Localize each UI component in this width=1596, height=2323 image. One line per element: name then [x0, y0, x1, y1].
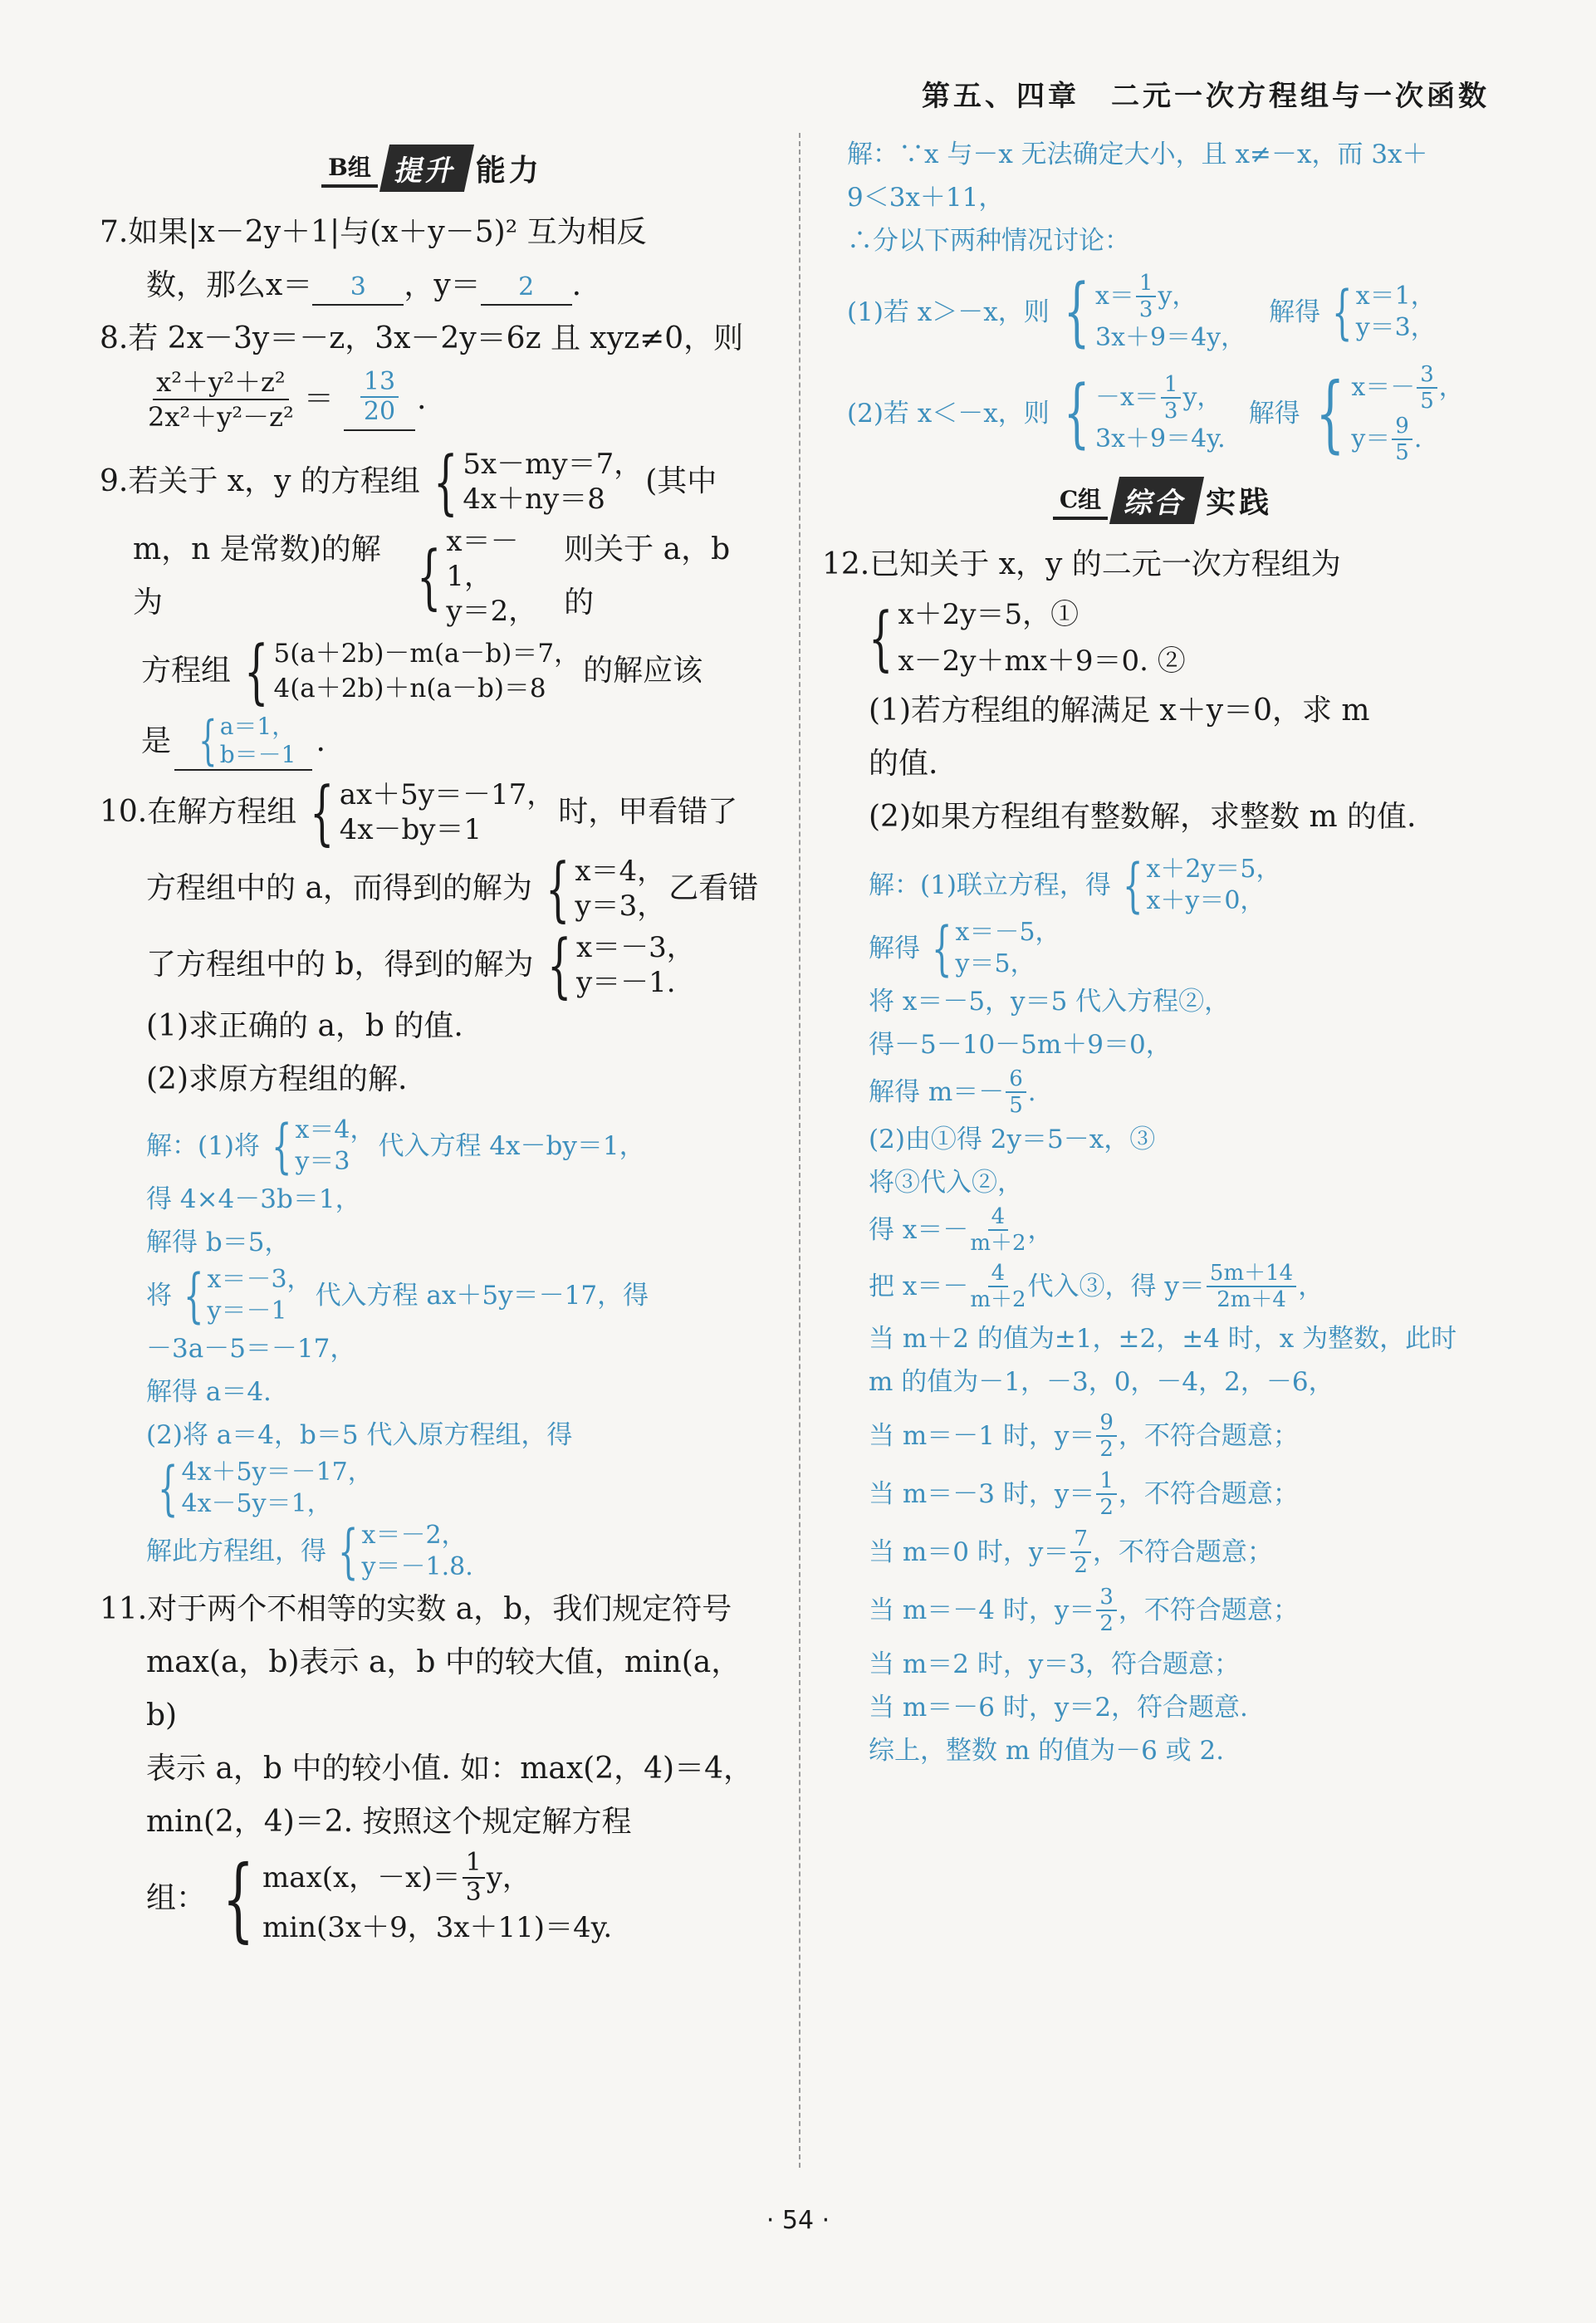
sol11-c2r2d: 5 [1395, 440, 1409, 465]
q12-system: { x＋2y＝5，① x－2y＋mx＋9＝0. ② [859, 591, 1186, 684]
sol11-c2r1a: x＝－ [1351, 373, 1416, 402]
q8-num: 8. [100, 321, 129, 355]
sol10-l2: 得 4×4－3b＝1， [146, 1184, 361, 1214]
sol10-l9a: 解此方程组，得 [146, 1536, 326, 1566]
sol12-l9n2: 5m＋14 [1207, 1261, 1296, 1287]
q11-l3: 表示 a，b 中的较小值. 如：max(2，4)＝4， [146, 1752, 753, 1786]
q9-answer: { a＝1， b＝－1 [174, 713, 312, 771]
sol10-l5: －3a－5＝－17， [146, 1334, 356, 1364]
q8-end: . [417, 382, 427, 416]
sol10-sys2-l2: y＝－1 [207, 1296, 287, 1326]
page-number: · 54 · [766, 2206, 830, 2235]
q9-sol1-line2: y＝2， [446, 595, 537, 628]
sol11-c1s2: 3x＋9＝4y， [1095, 323, 1246, 352]
q11-l1: 对于两个不相等的实数 a，b，我们规定符号 [147, 1592, 732, 1626]
q11-s1a: max(x，－x)＝ [262, 1861, 461, 1894]
q12-num: 12. [822, 547, 870, 581]
q9-text1b: (其中 [645, 464, 717, 498]
q8-ans-num: 13 [360, 368, 399, 398]
q9-text3b: 的解应该 [583, 654, 703, 688]
sol12-c1d: 2 [1099, 1437, 1114, 1462]
q7-text2b: ，y＝ [404, 268, 481, 302]
q8-text1: 若 2x－3y＝－z，3x－2y＝6z 且 xyz≠0，则 [128, 321, 744, 355]
q10-text2b: 乙看错 [668, 871, 759, 905]
sol10-sys1: { x＝4， y＝3 [271, 1112, 375, 1180]
q9-system1: { 5x－my＝7， 4x＋ny＝8 [433, 441, 643, 522]
sol12-l5n: 6 [1006, 1066, 1026, 1093]
sol12-l6: (2)由①得 2y＝5－x，③ [869, 1125, 1156, 1154]
q10-sys-line1: ax＋5y＝－17， [339, 778, 556, 811]
sol11-c2a: (2)若 x＜－x，则 [847, 399, 1050, 429]
sol11-c2r1d: 5 [1420, 389, 1434, 414]
sol12-c1a: 当 m＝－1 时，y＝ [869, 1421, 1095, 1451]
group-b-word: 能力 [475, 152, 542, 188]
group-b-box: 提升 [379, 145, 474, 192]
sol12-l10: 当 m＋2 的值为±1，±2，±4 时，x 为整数，此时 [869, 1324, 1457, 1354]
sol10-sys2: { x＝－3， y＝－1 [184, 1262, 312, 1330]
sol11-l3: ∴分以下两种情况讨论： [847, 226, 1130, 256]
sol12-c7: 综上，整数 m 的值为－6 或 2. [869, 1736, 1225, 1766]
sol11-c1r2: y＝3， [1355, 313, 1436, 342]
q12-sys-l2: x－2y＋mx＋9＝0. ② [898, 644, 1186, 678]
group-c-word: 实践 [1206, 484, 1273, 520]
sol12-sys2: { x＝－5， y＝5， [932, 914, 1060, 983]
q12-l1: 已知关于 x，y 的二元一次方程组为 [869, 547, 1341, 581]
sol11-c1s1a: x＝ [1095, 282, 1134, 311]
sol11-c2b: 解得 [1248, 399, 1300, 429]
q9-ans-line2: b＝－1 [219, 741, 296, 768]
q9-sys1-line2: 4x＋ny＝8 [463, 483, 605, 516]
sol11-c2s1d: 3 [1163, 399, 1178, 424]
q11-s1n: 1 [463, 1849, 485, 1879]
q11-l5: 组： [146, 1881, 207, 1915]
sol10-sys1-l2: y＝3 [295, 1147, 350, 1176]
sol11-c2s1a: －x＝ [1095, 383, 1159, 412]
sol12-sys2-l2: y＝5， [955, 949, 1035, 978]
sol11-c2r2b: . [1413, 424, 1422, 453]
q10-solution-a: { x＝4， y＝3， [545, 848, 666, 929]
q8-frac-den: 2x²＋y²－z² [148, 401, 294, 433]
q11-s1d: 3 [465, 1878, 482, 1907]
q8-answer [344, 368, 415, 431]
q9-ans-line1: a＝1， [219, 713, 296, 740]
sol12-l9b: 代入③，得 y＝ [1027, 1272, 1205, 1301]
sol12-l2a: 解得 [869, 934, 920, 963]
q7-text2a: 数，那么x＝ [146, 268, 313, 302]
q9-text1: 若关于 x，y 的方程组 [128, 464, 420, 498]
sol10-l3: 解得 b＝5， [146, 1228, 291, 1257]
q7-text1: 如果|x－2y＋1|与(x＋y－5)² 互为相反 [128, 215, 647, 249]
group-c-tag: C组 [1053, 480, 1108, 520]
sol12-sys1: { x＋2y＝5， x＋y＝0， [1122, 851, 1281, 919]
sol12-c5: 当 m＝2 时，y＝3，符合题意； [869, 1649, 1241, 1679]
sol12-l3: 将 x＝－5，y＝5 代入方程②， [869, 987, 1231, 1017]
sol12-c4a: 当 m＝－4 时，y＝ [869, 1595, 1095, 1625]
group-b-banner [100, 145, 764, 191]
sol12-c2d: 2 [1099, 1495, 1114, 1520]
q8-fraction [148, 365, 294, 434]
sol10-sys3-l2: 4x－5y＝1， [181, 1489, 332, 1518]
sol10-l7: (2)将 a＝4，b＝5 代入原方程组，得 [146, 1420, 573, 1450]
q9-sys2-line2: 4(a＋2b)＋n(a－b)＝8 [273, 674, 546, 703]
sol11-c2r1n: 3 [1417, 362, 1437, 389]
sol12-c2n: 1 [1096, 1468, 1117, 1495]
sol12-c1n: 9 [1096, 1410, 1117, 1437]
q12-part2: (2)如果方程组有整数解，求整数 m 的值. [869, 800, 1417, 834]
right-column [822, 133, 1503, 1772]
sol11-l2: 9＜3x＋11， [847, 183, 1005, 213]
sol10-sys3-l1: 4x＋5y＝－17， [181, 1458, 373, 1487]
sol11-c1s1d: 3 [1138, 297, 1153, 322]
sol12-l8n: 4 [988, 1204, 1009, 1231]
sol11-l1: 解：∵x 与－x 无法确定大小，且 x≠－x，而 3x＋ [847, 140, 1428, 169]
q11-s2: min(3x＋9，3x＋11)＝4y. [262, 1911, 613, 1944]
sol10-sys1-l1: x＝4， [295, 1115, 375, 1144]
sol12-c2a: 当 m＝－3 时，y＝ [869, 1479, 1095, 1509]
q10-solA-line1: x＝4， [575, 855, 666, 888]
sol12-l7: 将③代入②， [869, 1168, 1023, 1198]
sol12-l9d: m＋2 [970, 1287, 1026, 1312]
sol12-c4d: 2 [1099, 1611, 1114, 1636]
question-11 [100, 1583, 764, 1952]
q10-text2: 方程组中的 a，而得到的解为 [146, 871, 532, 905]
sol10-result: { x＝－2， y＝－1.8. [338, 1517, 473, 1585]
solution-10 [100, 1112, 764, 1585]
question-10 [100, 772, 764, 1106]
sol10-l4a: 将 [146, 1281, 172, 1311]
sol12-sys2-l1: x＝－5， [955, 918, 1060, 947]
solution-12 [822, 851, 1503, 1772]
sol11-case1-result: { x＝1， y＝3， [1332, 278, 1436, 346]
sol10-sys2-l1: x＝－3， [207, 1265, 312, 1294]
q9-system2: { 5(a＋2b)－m(a－b)＝7， 4(a＋2b)＋n(a－b)＝8 [244, 630, 580, 712]
q10-part2: (2)求原方程组的解. [146, 1062, 408, 1096]
sol11-c1s1b: y， [1158, 282, 1197, 311]
chapter-header: 第五、四章 二元一次方程组与一次函数 [922, 80, 1490, 113]
sol12-c4n: 3 [1096, 1585, 1117, 1611]
q9-sol1-line1: x＝－1， [446, 525, 519, 593]
group-c-box: 综合 [1109, 477, 1204, 524]
sol11-c2s1n: 1 [1161, 372, 1182, 399]
q9-sys1-line1: 5x－my＝7， [463, 448, 643, 481]
q10-solution-b: { x＝－3， y＝－1. [546, 924, 695, 1006]
q9-num: 9. [100, 464, 129, 498]
column-divider [799, 133, 800, 2168]
q8-frac-num: x²＋y²＋z² [153, 365, 288, 400]
sol11-c1r1: x＝1， [1355, 282, 1436, 311]
sol12-sys1-l1: x＋2y＝5， [1146, 855, 1281, 884]
sol10-sys3: { 4x＋5y＝－17， 4x－5y＝1， [158, 1454, 373, 1522]
sol12-l8a: 得 x＝－ [869, 1215, 969, 1245]
q12-part1b: 的值. [869, 747, 938, 781]
sol11-c1b: 解得 [1269, 297, 1321, 327]
q10-part1: (1)求正确的 a，b 的值. [146, 1009, 463, 1043]
q7-answer-y: 2 [481, 271, 572, 306]
sol12-l9a: 把 x＝－ [869, 1272, 969, 1301]
q10-text3: 了方程组中的 b，得到的解为 [146, 948, 534, 982]
sol12-l5a: 解得 m＝－ [869, 1077, 1005, 1107]
left-column [100, 133, 764, 1952]
sol11-c2s1b: y， [1182, 383, 1222, 412]
sol11-case2-system: { －x＝ $\frac{1}{3}$ y， 3x＋9＝4y. [1063, 370, 1226, 457]
question-12 [822, 538, 1503, 844]
q7-num: 7. [100, 215, 129, 249]
sol11-c2r2n: 9 [1392, 414, 1412, 440]
sol11-c2r1b: ， [1438, 373, 1464, 402]
sol12-l4: 得－5－10－5m＋9＝0， [869, 1030, 1172, 1060]
sol12-l5d: 5 [1009, 1093, 1023, 1118]
sol12-c3b: ，不符合题意； [1092, 1537, 1273, 1567]
q10-num: 10. [100, 795, 148, 829]
sol12-l1a: 解：(1)联立方程，得 [869, 870, 1111, 900]
sol11-c1s1n: 1 [1136, 271, 1157, 297]
sol12-l11: m 的值为－1，－3，0，－4，2，－6， [869, 1367, 1334, 1397]
sol12-c6: 当 m＝－6 时，y＝2，符合题意. [869, 1693, 1248, 1723]
sol12-c4b: ，不符合题意； [1118, 1595, 1299, 1625]
q9-text3: 方程组 [141, 654, 232, 688]
sol12-l5b: . [1027, 1077, 1036, 1107]
sol10-res-l1: x＝－2， [361, 1521, 467, 1550]
sol12-l8b: ， [1027, 1215, 1054, 1245]
sol12-l8d: m＋2 [970, 1231, 1026, 1256]
sol11-case1-system: { x＝ $\frac{1}{3}$ y， 3x＋9＝4y， [1063, 268, 1246, 355]
sol12-l9c: ， [1298, 1272, 1324, 1301]
sol11-c2r2a: y＝ [1351, 424, 1391, 453]
q10-solB-line2: y＝－1. [575, 966, 676, 999]
q8-eq: ＝ [303, 382, 334, 416]
q10-solA-line2: y＝3， [575, 890, 666, 923]
sol12-c3n: 7 [1070, 1527, 1091, 1553]
sol10-l6: 解得 a＝4. [146, 1377, 272, 1407]
q8-ans-den: 20 [363, 397, 396, 426]
sol12-l9d2: 2m＋4 [1217, 1287, 1286, 1312]
q10-text1: 在解方程组 [147, 795, 297, 829]
q10-text1b: 时，甲看错了 [558, 795, 738, 829]
q9-end: . [316, 724, 326, 758]
question-8 [100, 312, 764, 434]
q10-solB-line1: x＝－3， [575, 931, 695, 964]
q11-s1b: y， [486, 1861, 531, 1894]
sol10-l4b: 代入方程 ax＋5y＝－17，得 [315, 1281, 649, 1311]
q7-answer-x: 3 [312, 271, 404, 306]
q11-num: 11. [100, 1592, 148, 1626]
question-9 [100, 441, 764, 772]
sol12-c3a: 当 m＝0 时，y＝ [869, 1537, 1070, 1567]
solution-11 [822, 133, 1503, 465]
q11-system: { max(x，－x)＝ $\frac{1}{3}$ y， min(3x＋9，3x＋11)＝4y. [222, 1845, 613, 1952]
sol12-l9n: 4 [988, 1261, 1009, 1287]
sol11-c2s2: 3x＋9＝4y. [1095, 424, 1226, 453]
q12-sys-l1: x＋2y＝5，① [898, 598, 1080, 631]
sol10-res-l2: y＝－1.8. [361, 1552, 473, 1581]
group-b-tag: B组 [321, 148, 378, 188]
q10-sys-line2: 4x－by＝1 [339, 813, 482, 846]
q9-text2b: 则关于 a，b 的 [564, 532, 731, 620]
q9-sys2-line1: 5(a＋2b)－m(a－b)＝7， [273, 639, 580, 669]
q9-text2: m，n 是常数)的解为 [133, 532, 381, 620]
sol12-c2b: ，不符合题意； [1118, 1479, 1299, 1509]
sol12-c1b: ，不符合题意； [1118, 1421, 1299, 1451]
q11-l2: max(a，b)表示 a，b 中的较大值，min(a，b) [146, 1645, 742, 1732]
sol11-case2-result: { x＝－ $\frac{3}{5}$ ， y＝ $\frac{9}{5}$ . [1315, 362, 1464, 465]
q10-system: { ax＋5y＝－17， 4x－by＝1 [310, 772, 556, 853]
sol10-l1b: 代入方程 4x－by＝1， [378, 1131, 645, 1161]
question-7 [100, 206, 764, 312]
sol12-c3d: 2 [1074, 1553, 1088, 1578]
sol10-l1a: 解：(1)将 [146, 1131, 260, 1161]
group-c-banner [822, 477, 1503, 523]
q9-text4: 是 [141, 724, 172, 758]
q11-l4: min(2，4)＝2. 按照这个规定解方程 [146, 1805, 632, 1839]
sol12-sys1-l2: x＋y＝0， [1146, 886, 1266, 915]
sol11-c1a: (1)若 x＞－x，则 [847, 297, 1050, 327]
q7-text2c: . [571, 268, 582, 302]
q9-solution-given: { x＝－1， y＝2， [407, 524, 561, 629]
q12-part1: (1)若方程组的解满足 x＋y＝0，求 m [869, 693, 1370, 728]
